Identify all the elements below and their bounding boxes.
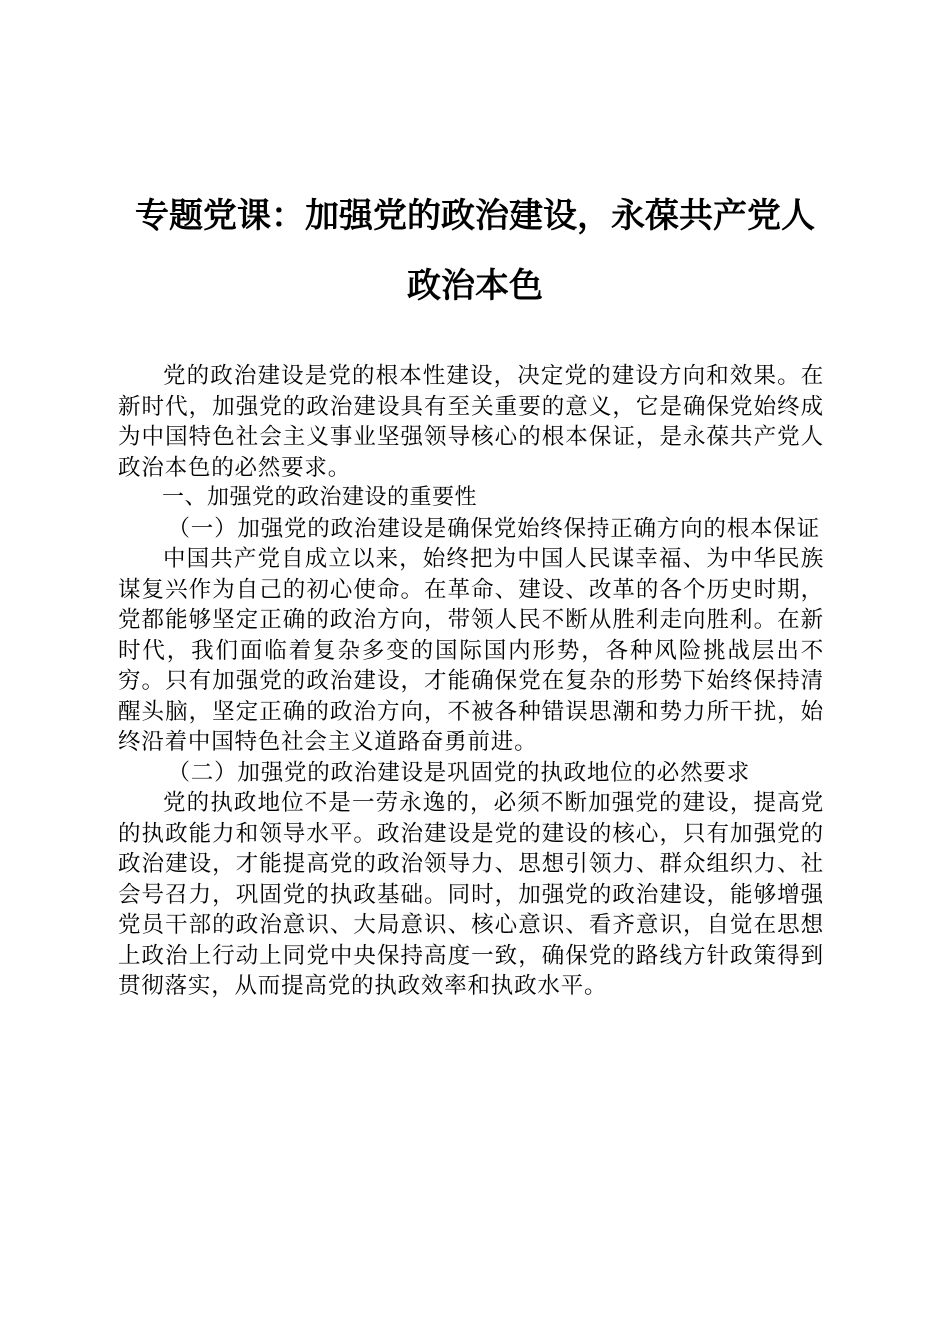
document-title-line2: 政治本色 [407,266,543,306]
subsection2-heading: （二）加强党的政治建设是巩固党的执政地位的必然要求 [167,759,751,786]
subsection1-paragraph: 中国共产党自成立以来，始终把为中国人民谋幸福、为中华民族谋复兴作为自己的初心使命。在革命、建设、改革的各个历史时期，党都能够坚定正确的政治方向，带领人民不断从胜利走向胜利。在新时代，我们面临着复杂多变的国际国内形势，各种风险挑战层出不穷。只有加强党的政治建设，才能确保党在复杂的形势下始终保持清醒头脑，坚定正确的政治方向，不被各种错误思潮和势力所干扰，始终沿着中国特色社会主义道路奋勇前进。 [118,546,824,755]
subsection1-heading: （一）加强党的政治建设是确保党始终保持正确方向的根本保证 [167,515,820,542]
section1-heading: 一、加强党的政治建设的重要性 [162,485,478,510]
intro-paragraph: 党的政治建设是党的根本性建设，决定党的建设方向和效果。在新时代，加强党的政治建设具有至关重要的意义，它是确保党始终成为中国特色社会主义事业坚强领导核心的根本保证，是永葆共产党人政治本色的必然要求。 [118,363,824,481]
document-title-line1: 专题党课：加强党的政治建设，永葆共产党人 [135,196,815,236]
subsection2-paragraph: 党的执政地位不是一劳永逸的，必须不断加强党的建设，提高党的执政能力和领导水平。政治建设是党的建设的核心，只有加强党的政治建设，才能提高党的政治领导力、思想引领力、群众组织力、社会号召力，巩固党的执政基础。同时，加强党的政治建设，能够增强党员干部的政治意识、大局意识、核心意识、看齐意识，自觉在思想上政治上行动上同党中央保持高度一致，确保党的路线方针政策得到贯彻落实，从而提高党的执政效率和执政水平。 [118,790,824,999]
document-body [118,361,824,1002]
